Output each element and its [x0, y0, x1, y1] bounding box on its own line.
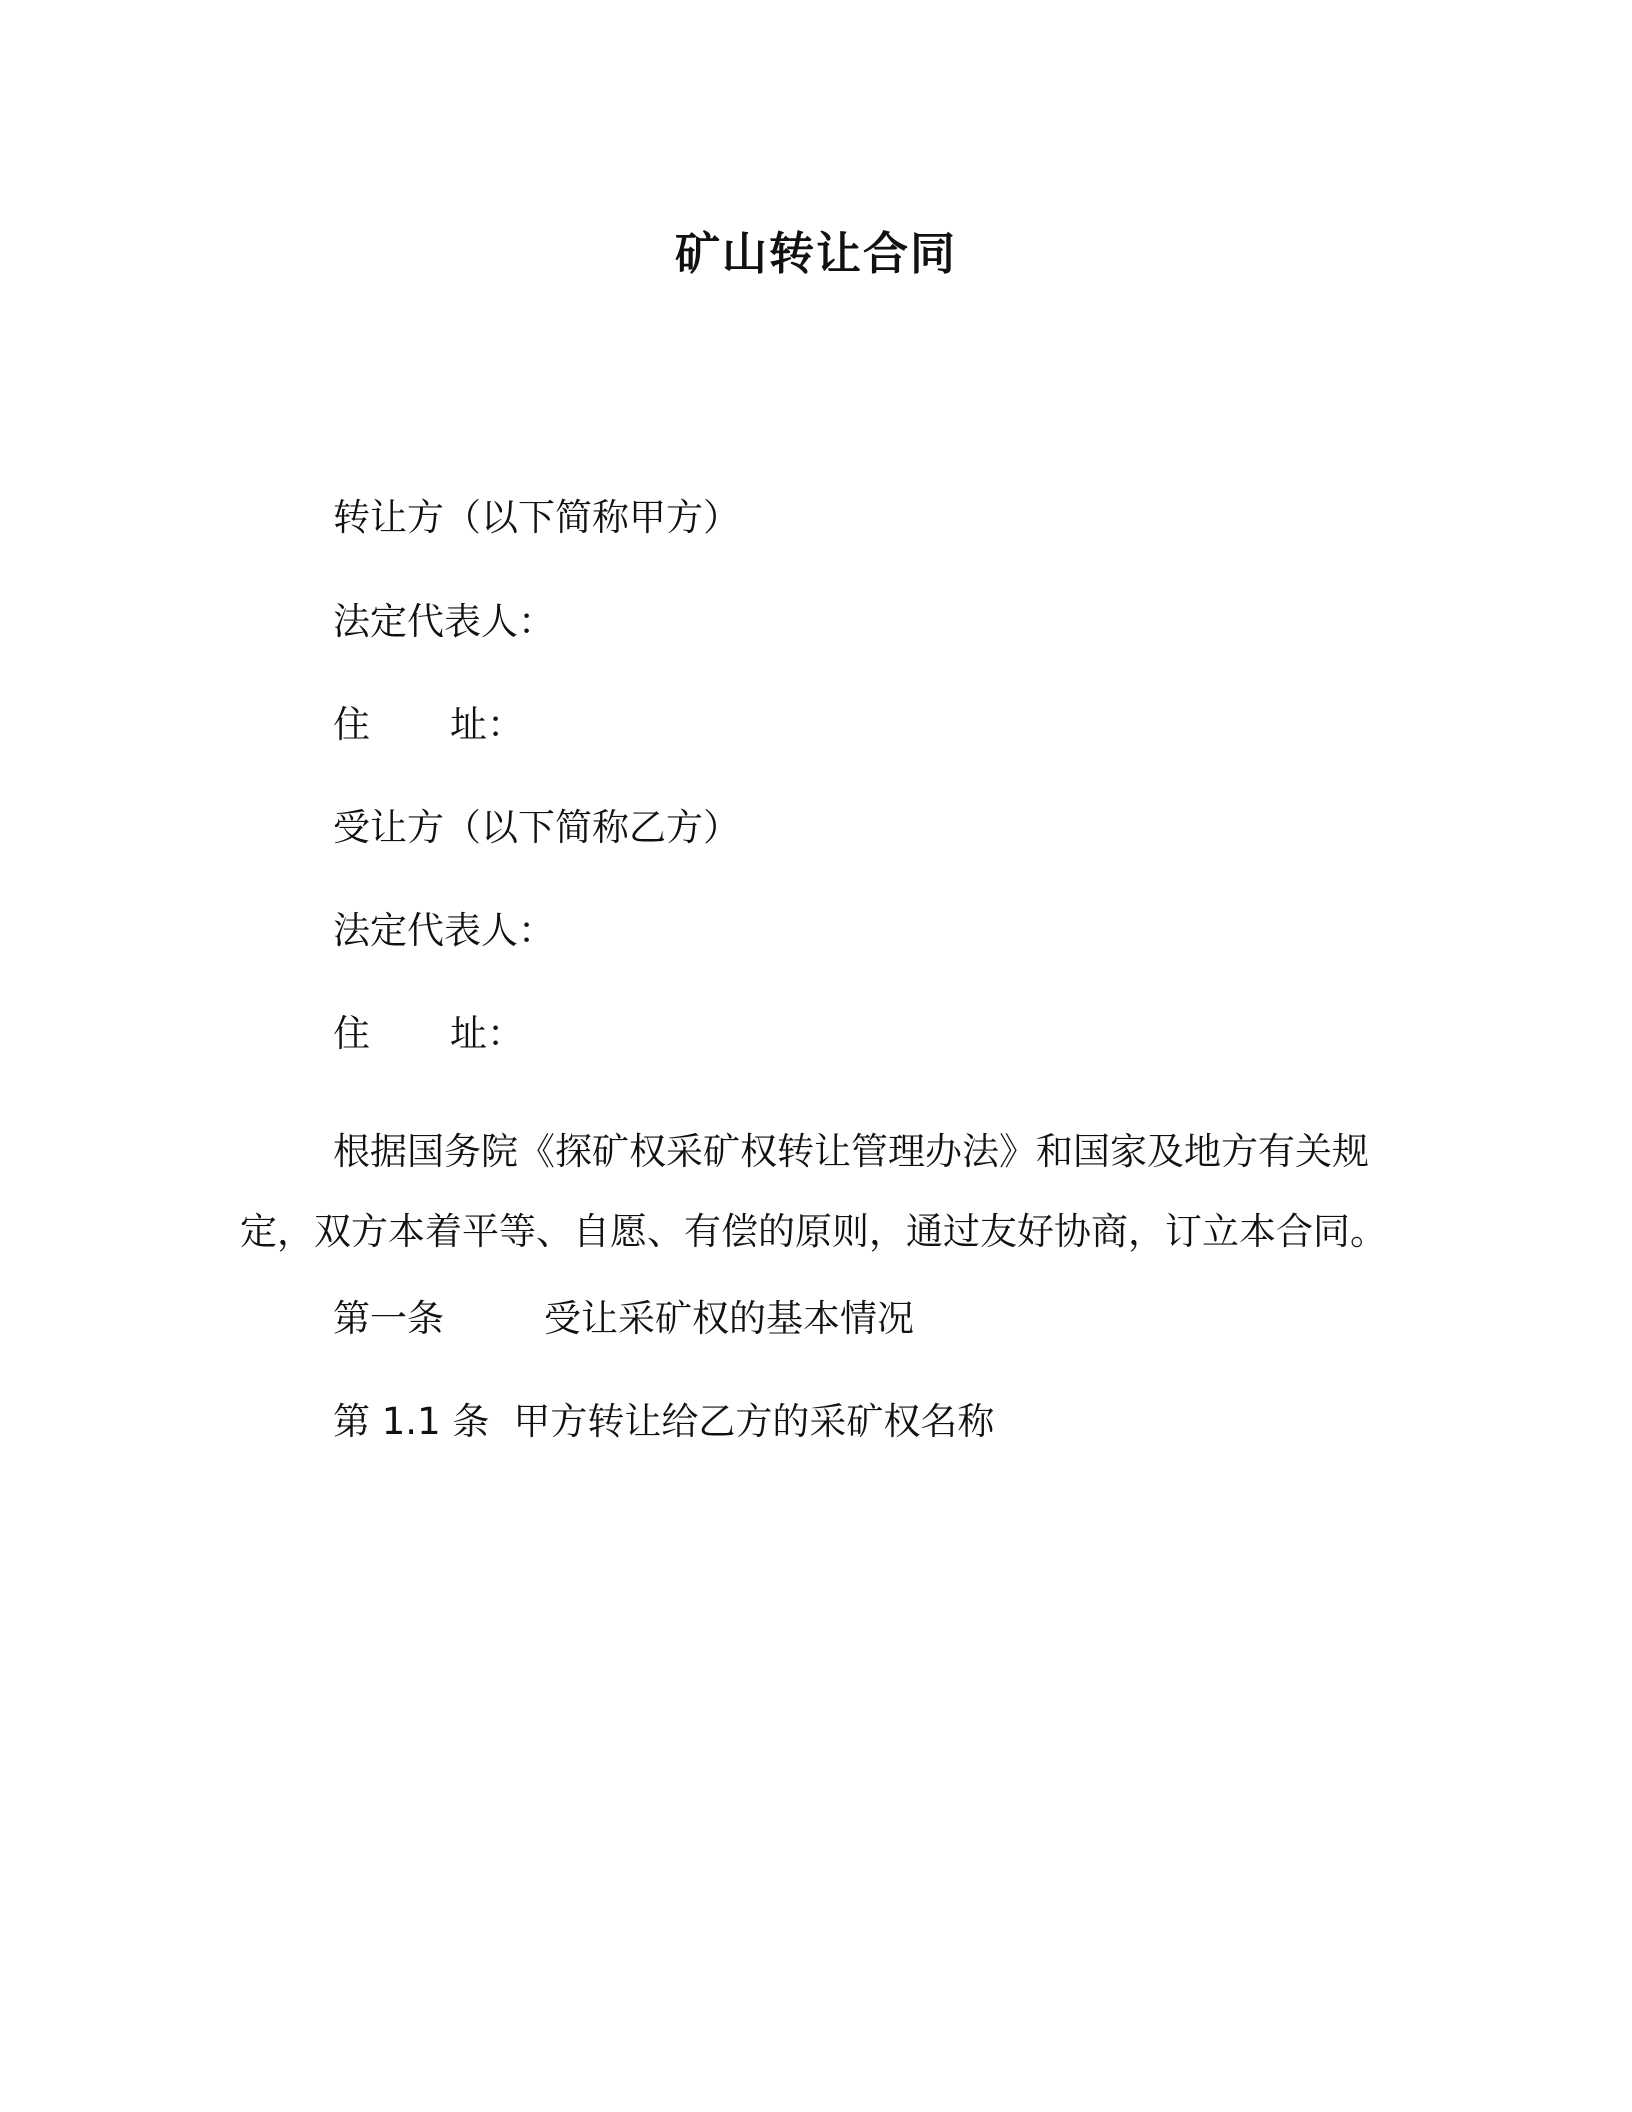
address-label-char2: 址：: [450, 1012, 524, 1055]
transferee-address: [333, 1004, 524, 1064]
address-label-char1: 住: [333, 703, 370, 746]
article-1-number: 第一条: [333, 1297, 444, 1340]
address-label-char2: 址：: [450, 703, 524, 746]
preamble-line-2: 定，双方本着平等、自愿、有偿的原则，通过友好协商，订立本合同。: [240, 1210, 1387, 1253]
transferor-legal-rep: 法定代表人：: [333, 600, 555, 643]
article-1-title: 受让采矿权的基本情况: [544, 1297, 914, 1340]
preamble-line-1: 根据国务院《探矿权采矿权转让管理办法》和国家及地方有关规: [333, 1130, 1369, 1173]
article-1-heading: [333, 1289, 914, 1349]
address-label-char1: 住: [333, 1012, 370, 1055]
transferor-heading: 转让方（以下简称甲方）: [333, 496, 740, 539]
document-title: 矿山转让合同: [674, 227, 957, 280]
transferee-legal-rep: 法定代表人：: [333, 909, 555, 952]
article-1-1-heading: [333, 1392, 994, 1452]
article-1-1-number: 第 1.1 条: [333, 1400, 490, 1443]
transferee-heading: 受让方（以下简称乙方）: [333, 806, 740, 849]
transferor-address: [333, 695, 524, 755]
preamble-paragraph: [240, 1112, 1390, 1272]
article-1-1-title: 甲方转让给乙方的采矿权名称: [513, 1400, 995, 1443]
